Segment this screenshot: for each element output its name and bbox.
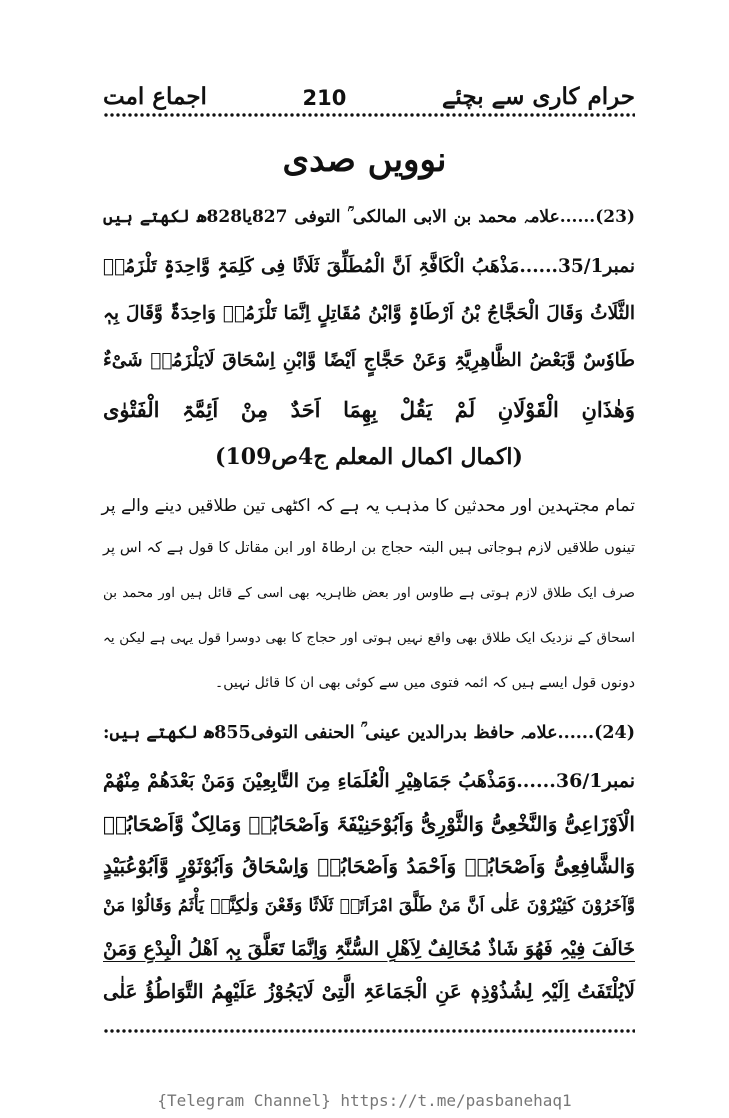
header-chapter-title: اجماع امت <box>103 83 207 110</box>
entry-23-urdu-line: تینوں طلاقیں لازم ہوجاتی ہیں البتہ حجاج بن ارطاۃ اور ابن مقاتل کا قول ہے کہ اس پر <box>103 540 635 556</box>
entry-24-arabic-line: وَالشَّافِعِیُّ وَاَصْحَابُہٗ وَاَحْمَدُ وَاَصْحَابُہٗ وَاِسْحَاقُ وَاَبُوْثَوْرٍ وَّاَبُوْعُبَیْدٍ <box>103 854 635 878</box>
entry-23-urdu-line: اسحاق کے نزدیک ایک طلاق بھی واقع نہیں ہوتی اور حجاج کا بھی دوسرا قول یہی ہے لیکن یہ <box>103 630 635 646</box>
header-book-title: حرام کاری سے بچئے <box>441 83 635 110</box>
entry-24-arabic-line: وَّآخَرُوْنَ کَثِیْرُوْنَ عَلٰی اَنَّ مَنْ طَلَّقَ امْرَاَتَہٗ ثَلَاثًا وَقَعْنَ وَلٰکِنَّہٗ یَأْثَمُ وَقَالُوْا مَنْ <box>103 896 635 916</box>
entry-23-urdu-line: دونوں قول ایسے ہیں کہ ائمہ فتوی میں سے کوئی بھی ان کا قائل نہیں۔ <box>215 675 635 691</box>
entry-23-reference: (اکمال اکمال المعلم ج4ص109) <box>215 444 523 470</box>
page-header <box>103 78 635 110</box>
footer-dotted-rule <box>103 1028 635 1034</box>
entry-24-arabic-line: الْاَوْزَاعِیُّ وَالنَّخْعِیُّ وَالثَّوْرِیُّ وَاَبُوْحَنِیْفَۃَ وَاَصْحَابُہٗ وَمَالِکٌ وَّاَصْحَابُہٗ <box>103 812 635 836</box>
entry-23-urdu-line: تمام مجتہدین اور محدثین کا مذہب یہ ہے کہ اکٹھی تین طلاقیں دینے والے پر <box>101 496 635 516</box>
entry-24-arabic-line: خَالَفَ فِیْہِ فَھُوَ شَاذٌ مُخَالِفٌ لِاَھْلِ السُّنَّۃِ وَاِنَّمَا تَعَلَّقَ بِہٖ اَھْلُ الْبِدْعِ وَمَنْ <box>103 938 635 960</box>
entry-23-arabic-line: نمبر35/1......مَذْھَبُ الْکَافَّۃِ اَنَّ الْمُطَلِّقَ ثَلَاثًا فِی کَلِمَۃٍ وَّاحِدَۃٍ تَلْزَمُہٗ <box>103 256 635 277</box>
entry-24-heading: (24)......علامہ حافظ بدرالدین عینی ؒ الحنفی التوفی855ھ لکھتے ہیں: <box>103 723 635 743</box>
header-dotted-rule <box>103 112 635 118</box>
entry-23-urdu-line: صرف ایک طلاق لازم ہوتی ہے طاوس اور بعض ظاہریہ بھی اسی کے قائل ہیں اور محمد بن <box>103 585 635 601</box>
entry-23-arabic-line: وَھٰذَانِ الْقَوْلَانِ لَمْ یَقُلْ بِھِمَا اَحَدٌ مِنْ اَئِمَّۃِ الْفَتْوٰی <box>103 397 635 422</box>
entry-23-arabic-line: طَاوٗسٌ وَّبَعْضُ الظَّاھِرِیَّۃِ وَعَنْ حَجَّاجٍ اَیْضًا وَّابْنِ اِسْحَاقَ لَایَلْزَمُہٗ شَیْءٌ <box>103 350 635 371</box>
section-title: نوویں صدی <box>282 140 447 180</box>
entry-24-arabic-line: لَایُلْتَفَتُ اِلَیْہِ لِشُذُوْذِہٖ عَنِ الْجَمَاعَۃِ الَّتِیْ لَایَجُوْزُ عَلَیْھِمُ التَّوَاطُؤُ عَلٰی <box>103 980 635 1003</box>
entry-23-heading: (23)......علامہ محمد بن الابی المالکی ؒ التوفی 827یا828ھ لکھتے ہیں <box>103 207 635 227</box>
telegram-watermark: {Telegram Channel} https://t.me/pasbanehaq1 <box>157 1091 572 1110</box>
page-number: 210 <box>302 86 347 110</box>
entry-24-arabic-line: نمبر36/1......وَمَذْھَبُ جَمَاھِیْرِ الْعُلَمَاءِ مِنَ التَّابِعِیْنَ وَمَنْ بَعْدَھُمْ مِنْھُمْ <box>103 770 635 792</box>
entry-23-arabic-line: الثَّلَاثُ وَقَالَ الْحَجَّاجُ بْنُ اَرْطَاۃٍ وَّابْنُ مُقَاتِلٍ اِنَّمَا تَلْزَمُہٗ وَاحِدَۃٌ وَّقَالَ بِہٖ <box>103 303 635 324</box>
